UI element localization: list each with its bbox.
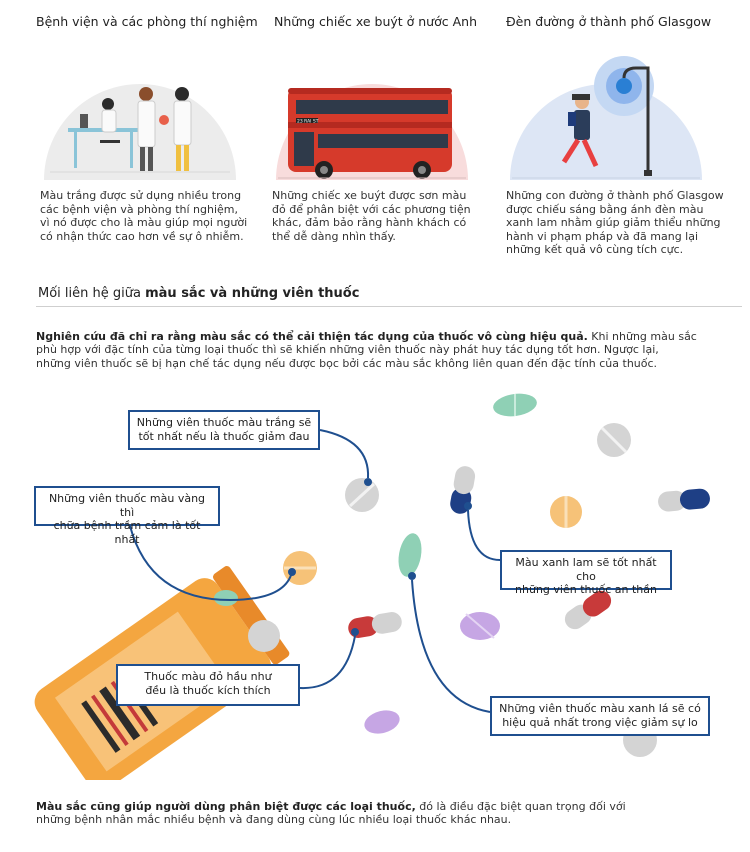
- callout-red-pills: [116, 664, 300, 706]
- green-pill: [395, 531, 424, 578]
- section-title-bold: màu sắc và những viên thuốc: [145, 286, 360, 301]
- green-pill: [492, 391, 539, 419]
- connector-green: [412, 580, 490, 712]
- bus-illustration: [262, 44, 482, 180]
- callout-line: Những viên thuốc màu trắng sẽ: [136, 416, 312, 429]
- text-line: những kết quả vô cùng tích cực.: [506, 243, 684, 257]
- connector-dot: [352, 629, 358, 635]
- text-line: phù hợp với đặc tính của từng loại thuốc thì sẽ khiến những viên thuốc này phát huy tác dụng tốt hơn. Ngược lại,: [36, 343, 659, 357]
- text-line: các bệnh viện và phòng thí nghiệm,: [40, 202, 239, 216]
- footer-paragraph: [36, 800, 726, 827]
- footer-strong: Màu sắc cũng giúp người dùng phân biệt được các loại thuốc,: [36, 800, 416, 813]
- yellow-pill: [550, 496, 582, 528]
- text-line: được chiếu sáng bằng ánh đèn màu: [506, 202, 704, 216]
- column-title-hospital: Bệnh viện và các phòng thí nghiệm: [36, 14, 258, 29]
- text-line: những bệnh nhân mắc nhiều bệnh và đang dùng cùng lúc nhiều loại thuốc khác nhau.: [36, 813, 512, 827]
- connector-red: [300, 636, 355, 688]
- connector-dot: [409, 573, 415, 579]
- callout-yellow-pills: [34, 486, 220, 546]
- bus-destination-sign: 23 RAI ST: [297, 119, 319, 125]
- column-title-glasgow: Đèn đường ở thành phố Glasgow: [506, 14, 712, 29]
- callout-line: những viên thuốc an thần: [515, 583, 657, 596]
- callout-green-pills: [490, 696, 710, 736]
- white-pill: [248, 620, 280, 652]
- column-text-glasgow: [506, 189, 734, 257]
- text-line: Những con đường ở thành phố Glasgow: [506, 189, 724, 202]
- connector-white: [320, 430, 368, 478]
- text-line: [36, 800, 726, 813]
- text-line: đỏ để phân biệt với các phương tiện: [272, 202, 471, 216]
- purple-pill: [460, 612, 500, 640]
- footer-rest: đó là điều đặc biệt quan trọng đối với: [415, 800, 626, 813]
- callout-line: đều là thuốc kích thích: [145, 683, 271, 697]
- text-line: vì nó được cho là màu giúp mọi người: [40, 216, 248, 230]
- green-pill: [214, 590, 238, 606]
- lab-illustration: [30, 44, 250, 180]
- purple-pill: [362, 707, 402, 738]
- intro-rest: Khi những màu sắc: [587, 330, 697, 343]
- callout-white-pills: [128, 410, 320, 450]
- callout-line: chữa bệnh trầm cảm là tốt nhất: [53, 519, 201, 546]
- blue-capsule: [449, 465, 477, 516]
- text-line: khác, đảm bảo rằng hành khách có: [272, 216, 467, 230]
- section-title: [38, 286, 359, 301]
- blue-capsule: [657, 488, 711, 512]
- callout-line: Những viên thuốc màu vàng thì: [48, 492, 206, 519]
- text-line: Màu trắng được sử dụng nhiều trong: [40, 189, 242, 202]
- callout-line: tốt nhất nếu là thuốc giảm đau: [138, 429, 310, 443]
- section-title-normal: Mối liên hệ giữa: [38, 286, 146, 301]
- connector-dot: [289, 569, 295, 575]
- white-pill: [345, 478, 379, 512]
- section-divider: [36, 306, 742, 307]
- intro-paragraph: [36, 330, 726, 370]
- column-title-bus: Những chiếc xe buýt ở nước Anh: [274, 14, 477, 29]
- text-line: có nhận thức cao hơn về sự ô nhiễm.: [40, 229, 244, 243]
- connector-dot: [465, 503, 471, 509]
- column-text-hospital: [40, 189, 268, 243]
- callout-blue-pills: [500, 550, 672, 596]
- white-pill: [597, 423, 631, 457]
- connector-dot: [365, 479, 371, 485]
- callout-line: hiệu quả nhất trong việc giảm sự lo: [502, 715, 698, 729]
- callout-line: Màu xanh lam sẽ tốt nhất cho: [515, 556, 657, 583]
- streetlight-illustration: [496, 44, 716, 180]
- intro-strong: Nghiên cứu đã chỉ ra rằng màu sắc có thể cải thiện tác dụng của thuốc vô cùng hiệu quả.: [36, 330, 588, 343]
- text-line: Những chiếc xe buýt được sơn màu: [272, 189, 467, 202]
- connector-blue: [468, 510, 500, 560]
- callout-line: Thuốc màu đỏ hầu như: [144, 670, 272, 683]
- text-line: xanh lam nhằm giúp giảm thiểu những: [506, 216, 721, 230]
- text-line: hành vi phạm pháp và đã mang lại: [506, 229, 699, 243]
- text-line: những viên thuốc sẽ bị hạn chế tác dụng nếu được bọc bởi các màu sắc không liên quan đến đặc tính của thuốc.: [36, 356, 658, 370]
- callout-line: Những viên thuốc màu xanh lá sẽ có: [499, 702, 701, 715]
- text-line: [36, 330, 726, 343]
- text-line: thể dễ dàng nhìn thấy.: [272, 229, 396, 243]
- column-text-bus: [272, 189, 500, 243]
